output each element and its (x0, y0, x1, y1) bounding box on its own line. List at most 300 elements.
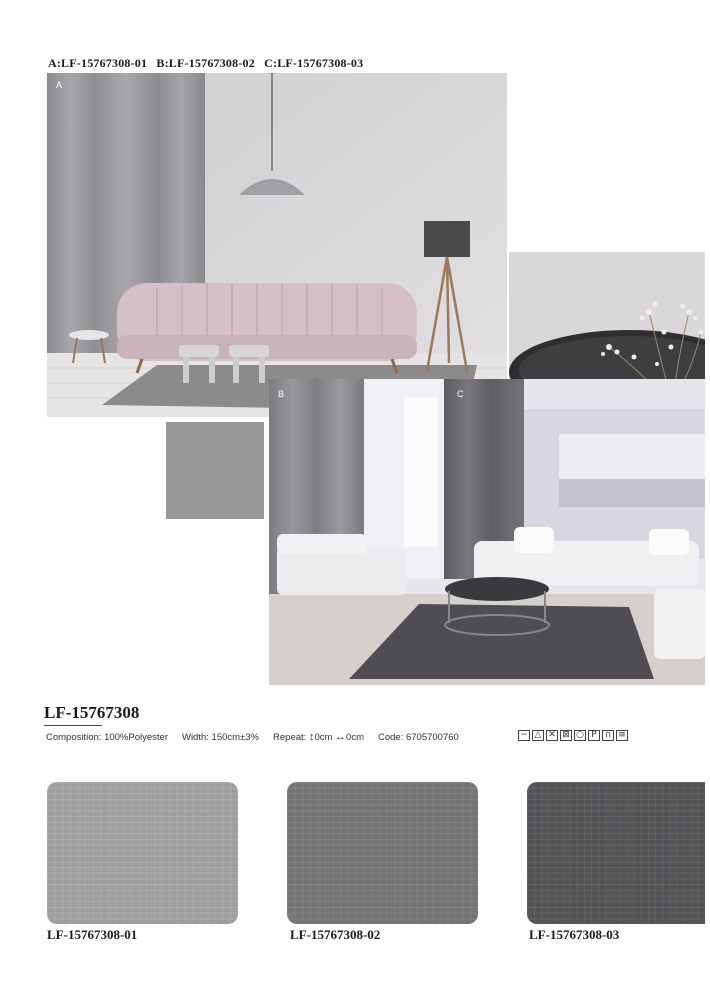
weave-line (78, 782, 79, 924)
weave-line (308, 782, 309, 924)
weave-line (312, 782, 313, 924)
weave-line (225, 782, 226, 924)
weave-line (323, 782, 324, 924)
weave-line (135, 782, 136, 924)
weave-line (396, 782, 397, 924)
weave-line (701, 782, 702, 924)
weave-line (291, 782, 292, 924)
weave-line (554, 782, 555, 924)
weave-line (668, 782, 669, 924)
weave-line (561, 782, 562, 924)
weave-line (470, 782, 471, 924)
weave-line (196, 782, 197, 924)
weave-line (198, 782, 199, 924)
weave-line (204, 782, 205, 924)
weave-line (352, 782, 353, 924)
weave-line (206, 782, 207, 924)
weave-line (116, 782, 117, 924)
weave-line (209, 782, 210, 924)
weave-line (444, 782, 445, 924)
weave-line (605, 782, 606, 924)
weave-line (49, 782, 50, 924)
weave-line (185, 782, 186, 924)
weave-line (566, 782, 567, 924)
weave-line (669, 782, 670, 924)
weave-line (335, 782, 336, 924)
weave-line (390, 782, 391, 924)
weave-line (541, 782, 542, 924)
weave-line (563, 782, 564, 924)
color-chip (166, 422, 264, 519)
weave-line (58, 782, 59, 924)
weave-line (289, 782, 290, 924)
weave-line (586, 782, 587, 924)
weave-line (371, 782, 372, 924)
weave-line (300, 782, 301, 924)
weave-line (141, 782, 142, 924)
weave-line (580, 782, 581, 924)
weave-line (160, 782, 161, 924)
weave-line (402, 782, 403, 924)
weave-line (55, 782, 56, 924)
weave-line (384, 782, 385, 924)
weave-line (62, 782, 63, 924)
repeat-horizontal: 0cm (346, 732, 364, 743)
weave-line (588, 782, 589, 924)
weave-line (438, 782, 439, 924)
code-a: A:LF-15767308-01 (48, 56, 148, 70)
weave-line (451, 782, 452, 924)
weave-line (628, 782, 629, 924)
weave-line (425, 782, 426, 924)
code: Code: 6705700760 (377, 731, 459, 743)
weave-line (415, 782, 416, 924)
weave-line (57, 782, 58, 924)
weave-line (302, 782, 303, 924)
weave-line (409, 782, 410, 924)
weave-line (104, 782, 105, 924)
weave-line (333, 782, 334, 924)
weave-line (363, 782, 364, 924)
weave-line (156, 782, 157, 924)
weave-line (570, 782, 571, 924)
weave-line (465, 782, 466, 924)
weave-line (661, 782, 662, 924)
weave-line (625, 782, 626, 924)
room-photo-bc (269, 379, 705, 685)
weave-line (653, 782, 654, 924)
weave-line (318, 782, 319, 924)
weave-line (555, 782, 556, 924)
weave-line (321, 782, 322, 924)
weave-line (306, 782, 307, 924)
weave-line (543, 782, 544, 924)
weave-line (79, 782, 80, 924)
weave-line (181, 782, 182, 924)
weave-line (693, 782, 694, 924)
weave-line (348, 782, 349, 924)
weave-line (70, 782, 71, 924)
repeat (273, 731, 364, 743)
weave-line (436, 782, 437, 924)
weave-line (694, 782, 695, 924)
weave-line (404, 782, 405, 924)
weave-line (87, 782, 88, 924)
weave-line (552, 782, 553, 924)
weave-line (577, 782, 578, 924)
weave-line (684, 782, 685, 924)
dry-clean-icon: ○ (574, 730, 586, 741)
weave-line (339, 782, 340, 924)
weave-line (167, 782, 168, 924)
weave-line (114, 782, 115, 924)
weave-line (327, 782, 328, 924)
weave-line (361, 782, 362, 924)
weave-line (392, 782, 393, 924)
weave-line (123, 782, 124, 924)
weave-line (162, 782, 163, 924)
weave-line (405, 782, 406, 924)
composition: Composition: 100%Polyester (46, 731, 168, 743)
weave-line (677, 782, 678, 924)
weave-line (108, 782, 109, 924)
weave-line (455, 782, 456, 924)
weave-line (287, 782, 288, 924)
weave-line (173, 782, 174, 924)
repeat-vertical: 0cm (314, 732, 333, 743)
weave-line (377, 782, 378, 924)
weave-line (47, 782, 48, 924)
weave-line (584, 782, 585, 924)
weave-line (342, 782, 343, 924)
weave-line (232, 782, 233, 924)
weave-line (572, 782, 573, 924)
weave-line (423, 782, 424, 924)
weave-line (177, 782, 178, 924)
weave-line (671, 782, 672, 924)
weave-line (314, 782, 315, 924)
weave-line (595, 782, 596, 924)
weave-line (53, 782, 54, 924)
weave-line (531, 782, 532, 924)
wash-icon: ~ (518, 730, 530, 741)
weave-line (696, 782, 697, 924)
weave-line (127, 782, 128, 924)
weave-line (230, 782, 231, 924)
weave-line (459, 782, 460, 924)
weave-line (148, 782, 149, 924)
weave-line (165, 782, 166, 924)
weave-line (360, 782, 361, 924)
weave-line (304, 782, 305, 924)
weave-line (575, 782, 576, 924)
weave-line (188, 782, 189, 924)
weave-line (112, 782, 113, 924)
fabric-swatch-01 (47, 782, 238, 924)
weave-line (545, 782, 546, 924)
weave-line (449, 782, 450, 924)
weave-line (83, 782, 84, 924)
weave-line (596, 782, 597, 924)
weave-line (121, 782, 122, 924)
weave-line (550, 782, 551, 924)
weave-line (146, 782, 147, 924)
fabric-texture (47, 782, 238, 924)
weave-line (618, 782, 619, 924)
photo-c-tag: C (457, 389, 464, 399)
weave-line (557, 782, 558, 924)
weave-line (650, 782, 651, 924)
weave-line (440, 782, 441, 924)
weave-line (369, 782, 370, 924)
fabric-label-03: LF-15767308-03 (529, 927, 620, 942)
weave-line (93, 782, 94, 924)
weave-line (129, 782, 130, 924)
weave-line (648, 782, 649, 924)
weave-line (461, 782, 462, 924)
weave-line (200, 782, 201, 924)
weave-line (297, 782, 298, 924)
weave-line (652, 782, 653, 924)
flat-dry-icon: ≡ (616, 730, 628, 741)
repeat-label: Repeat: (273, 732, 307, 743)
weave-line (532, 782, 533, 924)
weave-line (211, 782, 212, 924)
weave-line (634, 782, 635, 924)
weave-line (354, 782, 355, 924)
weave-line (547, 782, 548, 924)
weave-line (468, 782, 469, 924)
weave-line (367, 782, 368, 924)
weave-line (152, 782, 153, 924)
weave-line (609, 782, 610, 924)
weave-line (228, 782, 229, 924)
weave-line (447, 782, 448, 924)
weave-line (591, 782, 592, 924)
weave-line (310, 782, 311, 924)
weave-line (137, 782, 138, 924)
weave-line (568, 782, 569, 924)
weave-line (467, 782, 468, 924)
weave-line (139, 782, 140, 924)
weave-line (632, 782, 633, 924)
weave-line (375, 782, 376, 924)
weave-line (417, 782, 418, 924)
room-photo-a (47, 73, 507, 417)
weave-line (234, 782, 235, 924)
weave-line (194, 782, 195, 924)
weave-line (386, 782, 387, 924)
weave-line (133, 782, 134, 924)
weave-line (472, 782, 473, 924)
weave-line (421, 782, 422, 924)
weave-line (476, 782, 477, 924)
care-icons (518, 730, 628, 741)
weave-line (700, 782, 701, 924)
weave-line (607, 782, 608, 924)
weave-line (64, 782, 65, 924)
photo-a-tag: A (56, 80, 63, 90)
weave-line (400, 782, 401, 924)
weave-line (538, 782, 539, 924)
weave-line (641, 782, 642, 924)
weave-line (350, 782, 351, 924)
weave-line (673, 782, 674, 924)
fabric-texture (527, 782, 705, 924)
weave-line (573, 782, 574, 924)
weave-line (158, 782, 159, 924)
weave-line (81, 782, 82, 924)
weave-line (76, 782, 77, 924)
weave-line (356, 782, 357, 924)
weave-line (457, 782, 458, 924)
weave-line (325, 782, 326, 924)
weave-line (329, 782, 330, 924)
weave-line (346, 782, 347, 924)
weave-line (365, 782, 366, 924)
weave-line (678, 782, 679, 924)
weave-line (593, 782, 594, 924)
fabric-texture (287, 782, 478, 924)
weave-line (559, 782, 560, 924)
weave-line (373, 782, 374, 924)
weave-line (536, 782, 537, 924)
weave-line (564, 782, 565, 924)
weave-line (630, 782, 631, 924)
weave-line (655, 782, 656, 924)
weave-line (687, 782, 688, 924)
weave-line (331, 782, 332, 924)
weave-line (675, 782, 676, 924)
weave-line (657, 782, 658, 924)
width: Width: 150cm±3% (181, 731, 260, 743)
weave-line (154, 782, 155, 924)
weave-line (215, 782, 216, 924)
weave-line (682, 782, 683, 924)
weave-line (106, 782, 107, 924)
weave-line (340, 782, 341, 924)
weave-line (604, 782, 605, 924)
weave-line (72, 782, 73, 924)
weave-line (685, 782, 686, 924)
weave-line (207, 782, 208, 924)
weave-line (99, 782, 100, 924)
weave-line (236, 782, 237, 924)
weave-line (474, 782, 475, 924)
fabric-swatch-02 (287, 782, 478, 924)
weave-line (171, 782, 172, 924)
weave-line (666, 782, 667, 924)
weave-line (91, 782, 92, 924)
fabric-label-01: LF-15767308-01 (47, 927, 138, 942)
weave-line (219, 782, 220, 924)
weave-line (539, 782, 540, 924)
weave-line (627, 782, 628, 924)
weave-line (623, 782, 624, 924)
horizontal-arrow-icon: ↔ (335, 731, 347, 743)
weave-line (662, 782, 663, 924)
weave-line (358, 782, 359, 924)
weave-line (316, 782, 317, 924)
weave-line (411, 782, 412, 924)
weave-line (446, 782, 447, 924)
weave-line (419, 782, 420, 924)
vertical-arrow-icon: ↕ (308, 731, 315, 743)
weave-line (463, 782, 464, 924)
weave-line (344, 782, 345, 924)
weave-line (434, 782, 435, 924)
weave-line (691, 782, 692, 924)
weave-line (698, 782, 699, 924)
weave-line (190, 782, 191, 924)
weave-line (227, 782, 228, 924)
no-bleach-icon: △ (532, 730, 544, 741)
weave-line (407, 782, 408, 924)
weave-line (394, 782, 395, 924)
weave-line (169, 782, 170, 924)
weave-line (60, 782, 61, 924)
weave-line (298, 782, 299, 924)
weave-line (144, 782, 145, 924)
weave-line (453, 782, 454, 924)
weave-line (413, 782, 414, 924)
weave-line (186, 782, 187, 924)
weave-line (51, 782, 52, 924)
weave-line (680, 782, 681, 924)
weave-line (131, 782, 132, 924)
weave-line (643, 782, 644, 924)
product-specs (46, 731, 459, 743)
weave-line (383, 782, 384, 924)
weave-line (202, 782, 203, 924)
hang-icon: ∩ (602, 730, 614, 741)
weave-line (319, 782, 320, 924)
weave-line (703, 782, 704, 924)
iron-icon: ✕ (546, 730, 558, 741)
weave-line (164, 782, 165, 924)
weave-line (428, 782, 429, 924)
weave-line (598, 782, 599, 924)
fabric-swatch-03 (527, 782, 705, 924)
weave-line (223, 782, 224, 924)
weave-line (398, 782, 399, 924)
weave-line (74, 782, 75, 924)
weave-line (602, 782, 603, 924)
weave-line (529, 782, 530, 924)
code-c: C:LF-15767308-03 (264, 56, 364, 70)
weave-line (612, 782, 613, 924)
colorway-codes (48, 56, 369, 71)
weave-line (616, 782, 617, 924)
weave-line (337, 782, 338, 924)
weave-line (217, 782, 218, 924)
code-b: B:LF-15767308-02 (156, 56, 255, 70)
weave-line (179, 782, 180, 924)
weave-line (89, 782, 90, 924)
weave-line (611, 782, 612, 924)
weave-line (150, 782, 151, 924)
weave-line (646, 782, 647, 924)
weave-line (659, 782, 660, 924)
weave-line (143, 782, 144, 924)
photo-b-tag: B (278, 389, 285, 399)
weave-line (579, 782, 580, 924)
weave-line (68, 782, 69, 924)
title-divider (44, 725, 102, 726)
weave-line (379, 782, 380, 924)
weave-line (664, 782, 665, 924)
weave-line (534, 782, 535, 924)
